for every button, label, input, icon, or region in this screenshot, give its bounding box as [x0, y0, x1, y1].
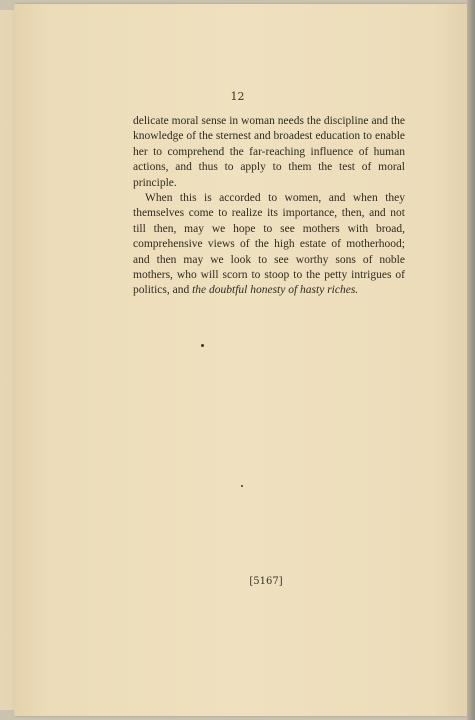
body-text [133, 114, 405, 299]
paper-page [14, 4, 470, 716]
binding-shadow [467, 0, 475, 720]
footer-document-code: [5167] [249, 576, 283, 587]
page-number: 12 [230, 90, 245, 103]
paragraph-1 [133, 114, 405, 191]
paragraph-2-italic-phrase: the doubtful honesty of hasty riches. [192, 284, 359, 297]
paragraph-1-text: delicate moral sense in woman needs the discipline and the knowledge of the sternest and broadest education to enable her to comprehend the far-reaching influence of human actions, and thus to apply to them the test of moral principle. [133, 115, 405, 189]
paragraph-2-text: When this is accorded to women, and when they themselves come to realize its importance, then, and not till then, may we hope to see mothers with broad, comprehensive views of the high estate of motherhood; and then may we look to see worthy sons of noble mothers, who will scorn to stoop to the petty intrigues of politics, and [133, 192, 405, 297]
paragraph-2 [133, 191, 405, 299]
paper-speck [201, 344, 204, 347]
paper-speck [241, 485, 243, 487]
